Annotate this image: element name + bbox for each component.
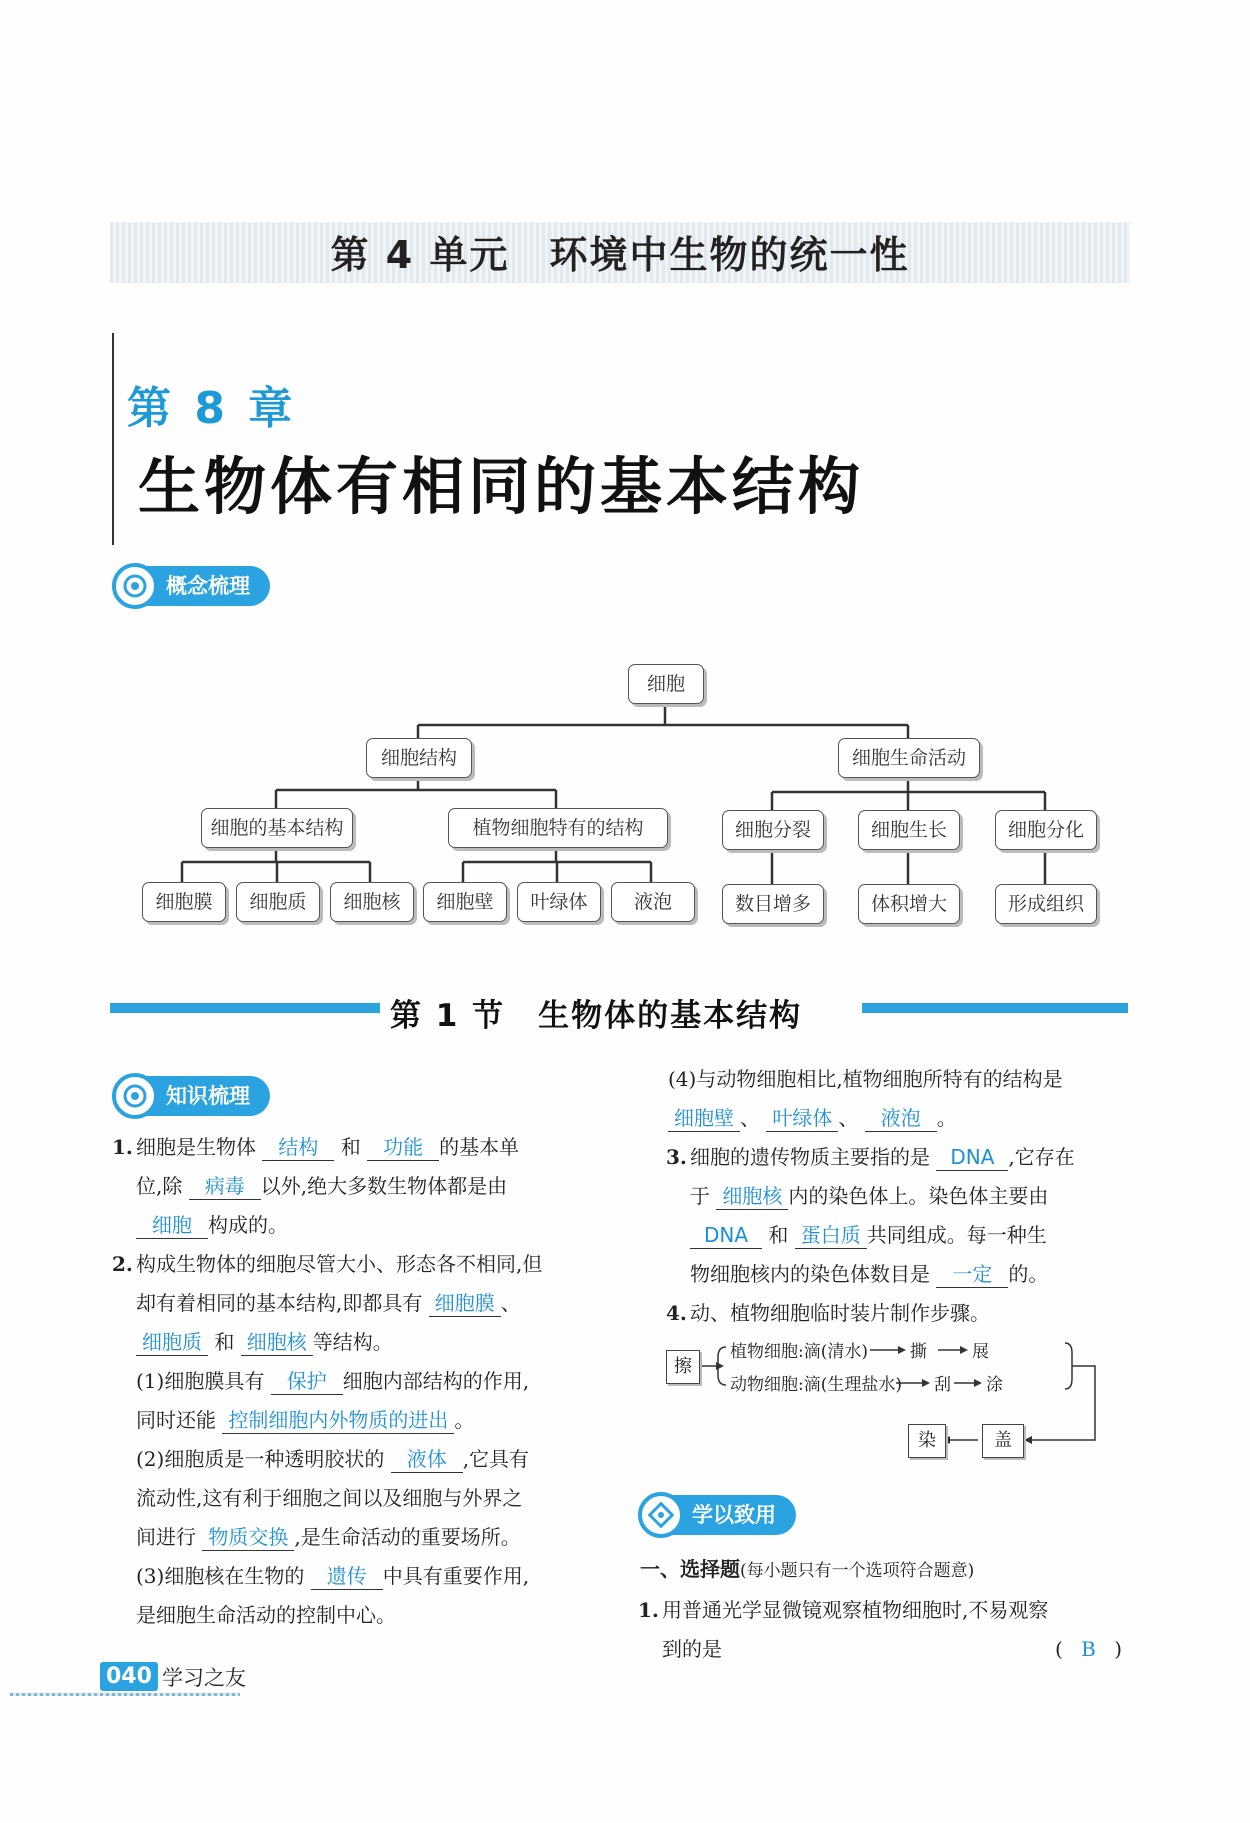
answer-blank: 细胞: [136, 1212, 208, 1239]
answer-blank: 叶绿体: [766, 1105, 838, 1132]
question-number: 2.: [112, 1252, 133, 1276]
text: 是细胞生命活动的控制中心。: [136, 1603, 396, 1627]
question-2-part-3: [136, 1557, 596, 1635]
text: 构成的。: [208, 1213, 288, 1237]
answer-blank: 细胞壁: [668, 1105, 740, 1132]
node-wall: 细胞壁: [423, 882, 507, 922]
text: (4)与动物细胞相比,植物细胞所特有的结构是: [668, 1067, 1063, 1091]
paren-open: (: [1054, 1637, 1063, 1661]
text: 和: [340, 1135, 361, 1159]
node-differentiation-result: 形成组织: [995, 884, 1097, 924]
text: 中具有重要作用,: [382, 1564, 530, 1588]
concept-badge: [112, 563, 270, 609]
chapter-title: 生物体有相同的基本结构: [138, 450, 865, 523]
answer-blank: 病毒: [189, 1173, 261, 1200]
exercise-question-1: [640, 1591, 1130, 1669]
text: (1)细胞膜具有: [136, 1369, 265, 1393]
apply-badge-label: 学以致用: [670, 1495, 796, 1535]
concept-map: [0, 650, 1250, 950]
text: 却有着相同的基本结构,即都具有: [136, 1291, 423, 1315]
text: 和: [214, 1330, 235, 1354]
node-cytoplasm: 细胞质: [236, 882, 320, 922]
concept-badge-label: 概念梳理: [144, 566, 270, 606]
answer: B: [1081, 1637, 1096, 1661]
target-icon: [112, 1073, 158, 1119]
node-cell-structure: 细胞结构: [366, 738, 472, 778]
knowledge-badge: [112, 1073, 270, 1119]
exercise-type: 一、选择题: [640, 1557, 740, 1581]
answer-blank: 液体: [391, 1446, 463, 1473]
text: ,它具有: [462, 1447, 530, 1471]
answer-blank: 一定: [936, 1261, 1008, 1288]
apply-badge: [638, 1492, 796, 1538]
answer-blank: 控制细胞内外物质的进出: [222, 1407, 454, 1434]
answer-blank: 物质交换: [202, 1524, 294, 1551]
node-membrane: 细胞膜: [142, 882, 226, 922]
text: (3)细胞核在生物的: [136, 1564, 305, 1588]
step-stain: 染: [908, 1424, 946, 1458]
step-plant-tear: 撕: [910, 1342, 927, 1362]
question-2-part-1: [136, 1362, 596, 1440]
text: 位,除: [136, 1174, 183, 1198]
text: 和: [768, 1223, 789, 1247]
answer-paren: [1055, 1630, 1122, 1669]
answer-blank: 保护: [271, 1368, 343, 1395]
text: 间进行: [136, 1525, 196, 1549]
text: 用普通光学显微镜观察植物细胞时,不易观察: [662, 1598, 1049, 1622]
exercise-note: (每小题只有一个选项符合题意): [740, 1561, 975, 1581]
text: 。: [454, 1408, 475, 1432]
text: 内的染色体上。染色体主要由: [788, 1184, 1049, 1208]
text: 共同组成。每一种生: [866, 1223, 1047, 1247]
text: 流动性,这有利于细胞之间以及细胞与外界之: [136, 1486, 523, 1510]
exercise-section: [640, 1550, 1130, 1669]
question-2-part-4: [668, 1060, 1128, 1138]
text: 、: [500, 1291, 521, 1315]
text: 。: [936, 1106, 957, 1130]
answer-blank: 细胞膜: [429, 1290, 501, 1317]
section-title: 第 1 节 生物体的基本结构: [390, 998, 803, 1034]
exercise-heading: [640, 1550, 1130, 1591]
question-1: [112, 1128, 596, 1245]
question-number: 1.: [112, 1135, 133, 1159]
text: 的基本单: [439, 1135, 520, 1159]
text: 的。: [1008, 1262, 1049, 1286]
question-number: 3.: [666, 1145, 687, 1169]
text: 、: [740, 1106, 760, 1130]
section-bar-left: [110, 1003, 380, 1013]
answer-blank: DNA: [936, 1144, 1008, 1171]
step-plant: 植物细胞:滴(清水): [730, 1342, 868, 1362]
answer-blank: 结构: [262, 1134, 334, 1161]
node-nucleus: 细胞核: [330, 882, 414, 922]
answer-blank: 细胞质: [136, 1329, 208, 1356]
left-column: [112, 1128, 596, 1635]
question-number: 4.: [666, 1301, 687, 1325]
node-cell: 细胞: [628, 664, 704, 704]
answer-blank: 蛋白质: [795, 1222, 867, 1249]
text: 构成生物体的细胞尽管大小、形态各不相同,但: [136, 1252, 543, 1276]
node-plant-specific: 植物细胞特有的结构: [448, 808, 668, 848]
slide-steps-diagram: [660, 1335, 1120, 1465]
step-plant-spread: 展: [972, 1342, 989, 1362]
text: 于: [690, 1184, 710, 1208]
text: 细胞内部结构的作用,: [342, 1369, 530, 1393]
step-animal: 动物细胞:滴(生理盐水): [730, 1375, 902, 1395]
step-animal-scrape: 刮: [934, 1375, 951, 1395]
chapter-rule: [112, 333, 114, 545]
node-vacuole: 液泡: [611, 882, 695, 922]
step-cover: 盖: [982, 1424, 1024, 1458]
text: (2)细胞质是一种透明胶状的: [136, 1447, 385, 1471]
node-growth-result: 体积增大: [858, 884, 960, 924]
text: 物细胞核内的染色体数目是: [690, 1262, 930, 1286]
node-cell-life-activity: 细胞生命活动: [838, 738, 980, 778]
target-icon: [112, 563, 158, 609]
section-bar-right: [862, 1003, 1128, 1013]
answer-blank: 液泡: [865, 1105, 937, 1132]
node-chloroplast: 叶绿体: [517, 882, 601, 922]
chapter-label: 第 8 章: [127, 383, 297, 434]
text: ,它存在: [1008, 1145, 1075, 1169]
step-wipe: 擦: [666, 1350, 700, 1384]
step-animal-smear: 涂: [986, 1375, 1003, 1395]
question-number: 1.: [638, 1598, 659, 1622]
text: 动、植物细胞临时装片制作步骤。: [690, 1301, 990, 1325]
answer-blank: DNA: [690, 1222, 762, 1249]
footer-rule: [10, 1693, 240, 1696]
text: 以外,绝大多数生物体都是由: [260, 1174, 508, 1198]
question-2-part-2: [136, 1440, 596, 1557]
text: 同时还能: [136, 1408, 216, 1432]
answer-blank: 遗传: [311, 1563, 383, 1590]
question-2: [112, 1245, 596, 1362]
question-3: [668, 1138, 1128, 1294]
text: 等结构。: [312, 1330, 393, 1354]
text: 到的是: [662, 1637, 722, 1661]
text: 细胞是生物体: [136, 1135, 256, 1159]
knowledge-badge-label: 知识梳理: [144, 1076, 270, 1116]
text: ,是生命活动的重要场所。: [294, 1525, 521, 1549]
text: 细胞的遗传物质主要指的是: [690, 1145, 930, 1169]
book-name: 学习之友: [162, 1666, 246, 1690]
answer-blank: 细胞核: [716, 1183, 788, 1210]
node-growth: 细胞生长: [858, 810, 960, 850]
page-number: 040: [100, 1662, 158, 1691]
right-column: [668, 1060, 1128, 1333]
paren-close: ): [1114, 1637, 1122, 1661]
node-basic-structure: 细胞的基本结构: [201, 808, 353, 848]
step-arrows: [660, 1335, 1120, 1465]
node-division: 细胞分裂: [722, 810, 824, 850]
node-differentiation: 细胞分化: [995, 810, 1097, 850]
node-division-result: 数目增多: [722, 884, 824, 924]
question-4: [668, 1294, 1128, 1333]
unit-title: 第 4 单元 环境中生物的统一性: [330, 233, 910, 277]
target-icon: [638, 1492, 684, 1538]
answer-blank: 细胞核: [241, 1329, 313, 1356]
text: 、: [838, 1106, 859, 1130]
answer-blank: 功能: [367, 1134, 439, 1161]
